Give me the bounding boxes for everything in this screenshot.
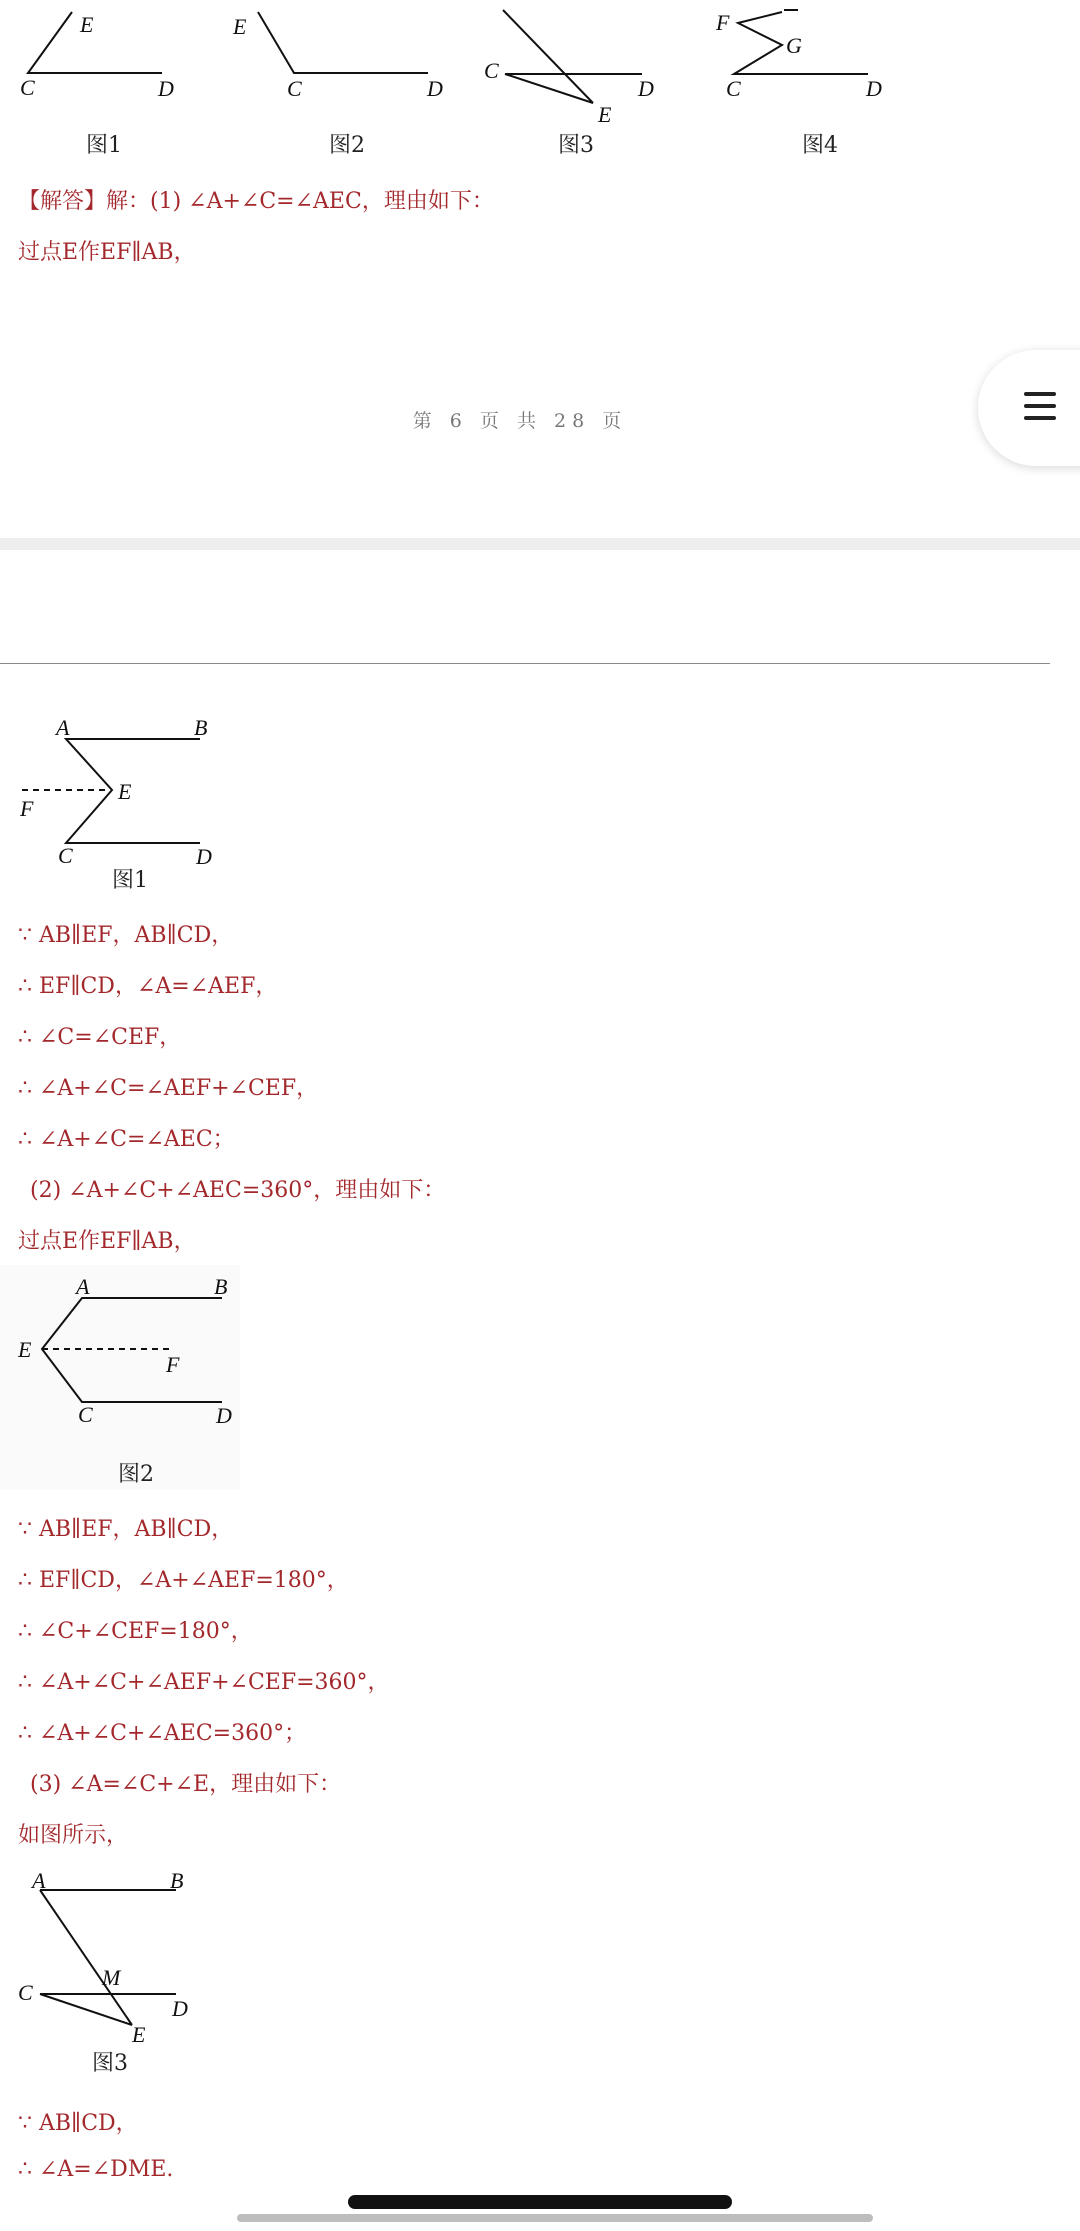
label-D: D <box>172 1996 188 2021</box>
proof2-line-3: ∴ ∠C+∠CEF=180°， <box>18 1619 253 1644</box>
proof2-line-2: ∴ EF∥CD，∠A+∠AEF=180°， <box>18 1568 349 1593</box>
home-indicator[interactable] <box>348 2195 732 2209</box>
label-E: E <box>598 102 612 127</box>
page-number: 第 6 页 共 28 页 <box>412 410 628 432</box>
label-D: D <box>158 76 174 101</box>
label-E: E <box>80 12 94 37</box>
proof2-line-4: ∴ ∠A+∠C+∠AEF+∠CEF=360°， <box>18 1670 390 1695</box>
label-D: D <box>638 76 654 101</box>
page-header-rule <box>0 663 1050 664</box>
proof2-line-5: ∴ ∠A+∠C+∠AEC=360°； <box>18 1721 307 1746</box>
label-B: B <box>214 1274 228 1299</box>
label-D: D <box>427 76 443 101</box>
solution-figure-3-diagram <box>0 1862 240 2047</box>
horizontal-scrollbar[interactable] <box>237 2214 873 2222</box>
solution-figure-3 <box>0 1862 240 2082</box>
top-figure-1 <box>0 0 200 160</box>
menu-button[interactable] <box>978 350 1080 466</box>
part2-header: (2) ∠A+∠C+∠AEC=360°，理由如下： <box>30 1178 446 1203</box>
label-C: C <box>287 76 302 101</box>
construct-line-1: 过点E作EF∥AB， <box>18 240 196 265</box>
label-F: F <box>716 10 730 35</box>
label-E: E <box>132 2022 146 2047</box>
figure-caption: 图1 <box>86 133 122 158</box>
label-M: M <box>102 1965 121 1990</box>
label-D: D <box>866 76 882 101</box>
label-B: B <box>194 715 208 740</box>
proof1-line-3: ∴ ∠C=∠CEF， <box>18 1025 182 1050</box>
proof3-line-2: ∴ ∠A=∠DME. <box>18 2157 174 2182</box>
solution-figure-1-diagram <box>0 705 240 869</box>
label-C: C <box>484 58 499 83</box>
solution-figure-2-diagram <box>0 1265 240 1435</box>
top-figure-3 <box>470 0 690 160</box>
construct-line-2: 过点E作EF∥AB， <box>18 1229 196 1254</box>
figure-2-diagram <box>225 0 455 120</box>
construct-line-3: 如图所示， <box>18 1823 129 1848</box>
figure-caption: 图3 <box>92 2051 128 2076</box>
proof1-line-1: ∵ AB∥EF，AB∥CD， <box>18 923 234 948</box>
label-D: D <box>196 844 212 869</box>
figure-1-diagram <box>0 0 200 120</box>
top-figure-2 <box>225 0 455 160</box>
label-B: B <box>170 1868 184 1893</box>
label-C: C <box>18 1980 33 2005</box>
figure-3-diagram <box>470 0 690 130</box>
solution-figure-2 <box>0 1265 240 1490</box>
page-separator <box>0 538 1080 550</box>
figure-caption: 图3 <box>558 133 594 158</box>
label-E: E <box>233 14 247 39</box>
proof2-line-1: ∵ AB∥EF，AB∥CD， <box>18 1517 234 1542</box>
label-G: G <box>786 33 802 58</box>
label-C: C <box>726 76 741 101</box>
answer-header: 【解答】解：(1) ∠A+∠C=∠AEC，理由如下： <box>18 189 494 214</box>
part3-header: (3) ∠A=∠C+∠E，理由如下： <box>30 1772 342 1797</box>
figure-caption: 图2 <box>118 1462 154 1487</box>
label-F: F <box>20 796 34 821</box>
figure-caption: 图2 <box>329 133 365 158</box>
label-C: C <box>20 75 35 100</box>
solution-figure-1 <box>0 705 240 895</box>
label-A: A <box>56 715 70 740</box>
top-figure-4 <box>700 0 920 160</box>
hamburger-menu-icon <box>1024 392 1056 428</box>
proof1-line-4: ∴ ∠A+∠C=∠AEF+∠CEF， <box>18 1076 319 1101</box>
figure-4-diagram <box>700 0 920 120</box>
label-A: A <box>32 1868 46 1893</box>
label-F: F <box>166 1352 180 1377</box>
figure-caption: 图4 <box>802 133 838 158</box>
label-A: A <box>76 1274 90 1299</box>
label-E: E <box>118 779 132 804</box>
proof1-line-2: ∴ EF∥CD，∠A=∠AEF， <box>18 974 278 999</box>
proof1-line-5: ∴ ∠A+∠C=∠AEC； <box>18 1127 235 1152</box>
label-C: C <box>78 1402 93 1427</box>
label-D: D <box>216 1403 232 1428</box>
figure-caption: 图1 <box>112 868 148 893</box>
label-C: C <box>58 843 73 868</box>
label-E: E <box>18 1337 32 1362</box>
proof3-line-1: ∵ AB∥CD， <box>18 2111 138 2136</box>
